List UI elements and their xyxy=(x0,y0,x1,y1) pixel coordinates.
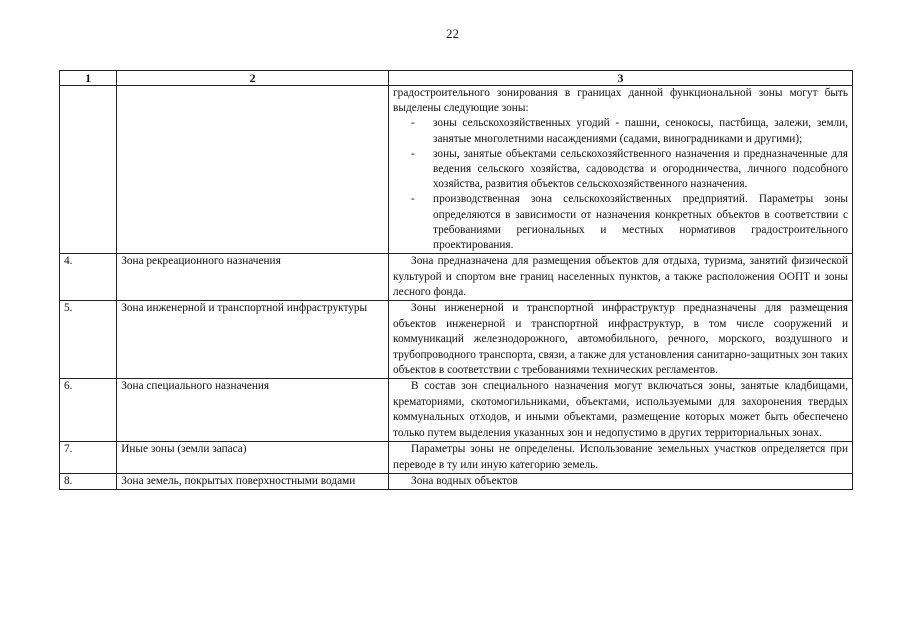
table-row xyxy=(60,379,853,442)
table-header xyxy=(60,71,853,86)
continuation-intro: градостроительного зонирования в границах данной функциональной зоны могут быть выделены следующие зоны: xyxy=(393,87,848,115)
row-number: 6. xyxy=(60,379,117,442)
zone-description: Зоны инженерной и транспортной инфраструктур предназначены для размещения объектов инженерной и транспортной инфраструктур, в том числе сооружений и коммуникаций железнодорожного, автомобильного, речного, морского, воздушного и трубопроводного транспорта, связи, а также для установления санитарно-защитных зон таких объектов в соответствии с требованиями технических регламентов. xyxy=(389,301,853,379)
zone-name: Иные зоны (земли запаса) xyxy=(117,442,389,474)
zone-description: Зона водных объектов xyxy=(389,473,853,489)
header-col-3: 3 xyxy=(389,71,853,86)
table-body xyxy=(60,86,853,490)
row-number: 7. xyxy=(60,442,117,474)
zone-name: Зона инженерной и транспортной инфраструктуры xyxy=(117,301,389,379)
table-row xyxy=(60,473,853,489)
row-number: 5. xyxy=(60,301,117,379)
continuation-desc-cell xyxy=(389,86,853,254)
table-row xyxy=(60,442,853,474)
page-number: 22 xyxy=(446,26,459,41)
zone-list xyxy=(393,116,848,253)
list-item: - зоны сельскохозяйственных угодий - пашни, сенокосы, пастбища, залежи, земли, занятые многолетними насаждениями (садами, виноградниками и другими); xyxy=(433,116,848,146)
header-col-1: 1 xyxy=(60,71,117,86)
continuation-num-cell xyxy=(60,86,117,254)
table-row xyxy=(60,254,853,301)
header-col-2: 2 xyxy=(117,71,389,86)
header-row xyxy=(60,71,853,86)
table-row-continuation xyxy=(60,86,853,254)
row-number: 8. xyxy=(60,473,117,489)
zones-table xyxy=(59,70,853,490)
zone-description: Параметры зоны не определены. Использование земельных участков определяется при переводе в ту или иную категорию земель. xyxy=(389,442,853,474)
zone-name: Зона рекреационного назначения xyxy=(117,254,389,301)
zone-description: Зона предназначена для размещения объектов для отдыха, туризма, занятий физической культурой и спортом вне границ населенных пунктов, а также расположения ООПТ и зоны лесного фонда. xyxy=(389,254,853,301)
zone-name: Зона специального назначения xyxy=(117,379,389,442)
zone-description: В состав зон специального назначения могут включаться зоны, занятые кладбищами, крематориями, скотомогильниками, объектами, используемыми для захоронения твердых коммунальных отходов, и иными объектами, размещение которых может быть обеспечено только путем выделения указанных зон и недопустимо в других территориальных зонах. xyxy=(389,379,853,442)
list-item: - производственная зона сельскохозяйственных предприятий. Параметры зоны определяются в зависимости от назначения конкретных объектов в соответствии с требованиями региональных и местных нормативов градостроительного проектирования. xyxy=(433,192,848,253)
table-row xyxy=(60,301,853,379)
list-item: - зоны, занятые объектами сельскохозяйственного назначения и предназначенные для ведения сельского хозяйства, садоводства и огородничества, личного подсобного хозяйства, развития объектов сельскохозяйственного назначения. xyxy=(433,147,848,193)
continuation-name-cell xyxy=(117,86,389,254)
zone-name: Зона земель, покрытых поверхностными водами xyxy=(117,473,389,489)
row-number: 4. xyxy=(60,254,117,301)
